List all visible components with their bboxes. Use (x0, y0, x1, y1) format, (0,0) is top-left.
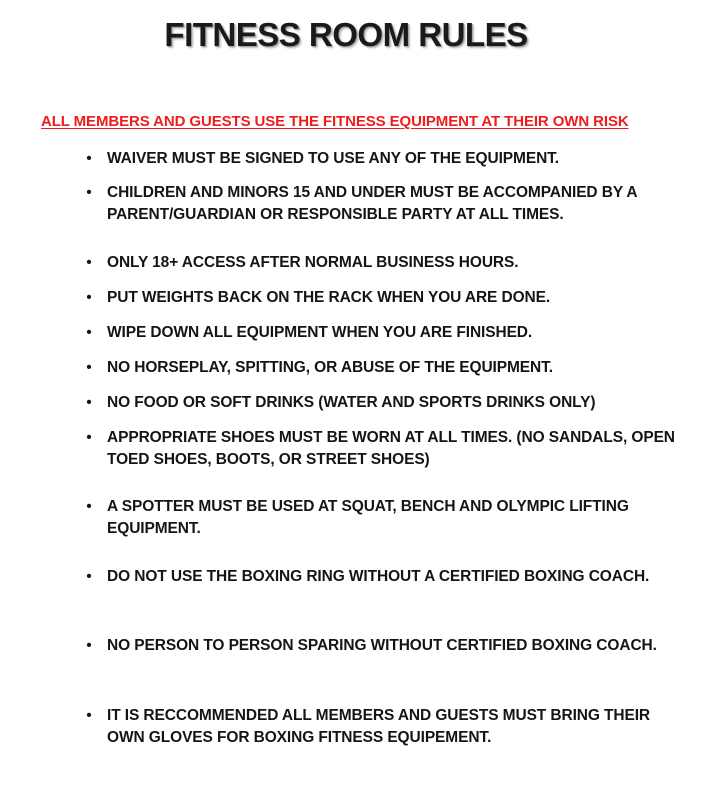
rule-text: PUT WEIGHTS BACK ON THE RACK WHEN YOU ARE DONE. (107, 289, 551, 306)
rule-text: WAIVER MUST BE SIGNED TO USE ANY OF THE EQUIPMENT. (107, 150, 560, 167)
bullet-icon: • (86, 707, 92, 724)
bullet-icon: • (86, 324, 92, 341)
rule-text: APPROPRIATE SHOES MUST BE WORN AT ALL TIMES. (NO SANDALS, OPEN TOED SHOES, BOOTS, OR STREET SHOES) (107, 429, 675, 468)
rule-item (82, 566, 682, 588)
bullet-icon: • (86, 568, 92, 585)
page-title: FITNESS ROOM RULES (164, 16, 528, 53)
rule-item (82, 392, 682, 414)
bullet-icon: • (86, 637, 92, 654)
rule-item (82, 635, 682, 657)
rule-item (82, 287, 682, 309)
rule-text: CHILDREN AND MINORS 15 AND UNDER MUST BE ACCOMPANIED BY A PARENT/GUARDIAN OR RESPONSIBLE PARTY AT ALL TIMES. (107, 184, 637, 223)
rule-text: NO HORSEPLAY, SPITTING, OR ABUSE OF THE EQUIPMENT. (107, 359, 553, 376)
rule-item (82, 322, 682, 344)
rule-item (82, 496, 682, 540)
rule-item (82, 252, 682, 274)
bullet-icon: • (86, 254, 92, 271)
bullet-icon: • (86, 394, 92, 411)
bullet-icon: • (86, 429, 92, 446)
rule-item (82, 148, 682, 170)
rule-text: NO PERSON TO PERSON SPARING WITHOUT CERTIFIED BOXING COACH. (107, 637, 657, 654)
rule-item (82, 427, 682, 471)
rule-text: NO FOOD OR SOFT DRINKS (WATER AND SPORTS DRINKS ONLY) (107, 394, 596, 411)
rule-text: WIPE DOWN ALL EQUIPMENT WHEN YOU ARE FINISHED. (107, 324, 533, 341)
bullet-icon: • (86, 498, 92, 515)
rule-item (82, 357, 682, 379)
rule-text: DO NOT USE THE BOXING RING WITHOUT A CERTIFIED BOXING COACH. (107, 568, 650, 585)
rule-item (82, 182, 682, 226)
bullet-icon: • (86, 359, 92, 376)
bullet-icon: • (86, 184, 92, 201)
rule-text: IT IS RECCOMMENDED ALL MEMBERS AND GUESTS MUST BRING THEIR OWN GLOVES FOR BOXING FITNESS EQUIPEMENT. (107, 707, 651, 746)
bullet-icon: • (86, 150, 92, 167)
bullet-icon: • (86, 289, 92, 306)
rule-text: A SPOTTER MUST BE USED AT SQUAT, BENCH AND OLYMPIC LIFTING EQUIPMENT. (107, 498, 629, 537)
risk-warning: ALL MEMBERS AND GUESTS USE THE FITNESS EQUIPMENT AT THEIR OWN RISK (41, 113, 629, 130)
rule-item (82, 705, 682, 749)
rule-text: ONLY 18+ ACCESS AFTER NORMAL BUSINESS HOURS. (107, 254, 519, 271)
